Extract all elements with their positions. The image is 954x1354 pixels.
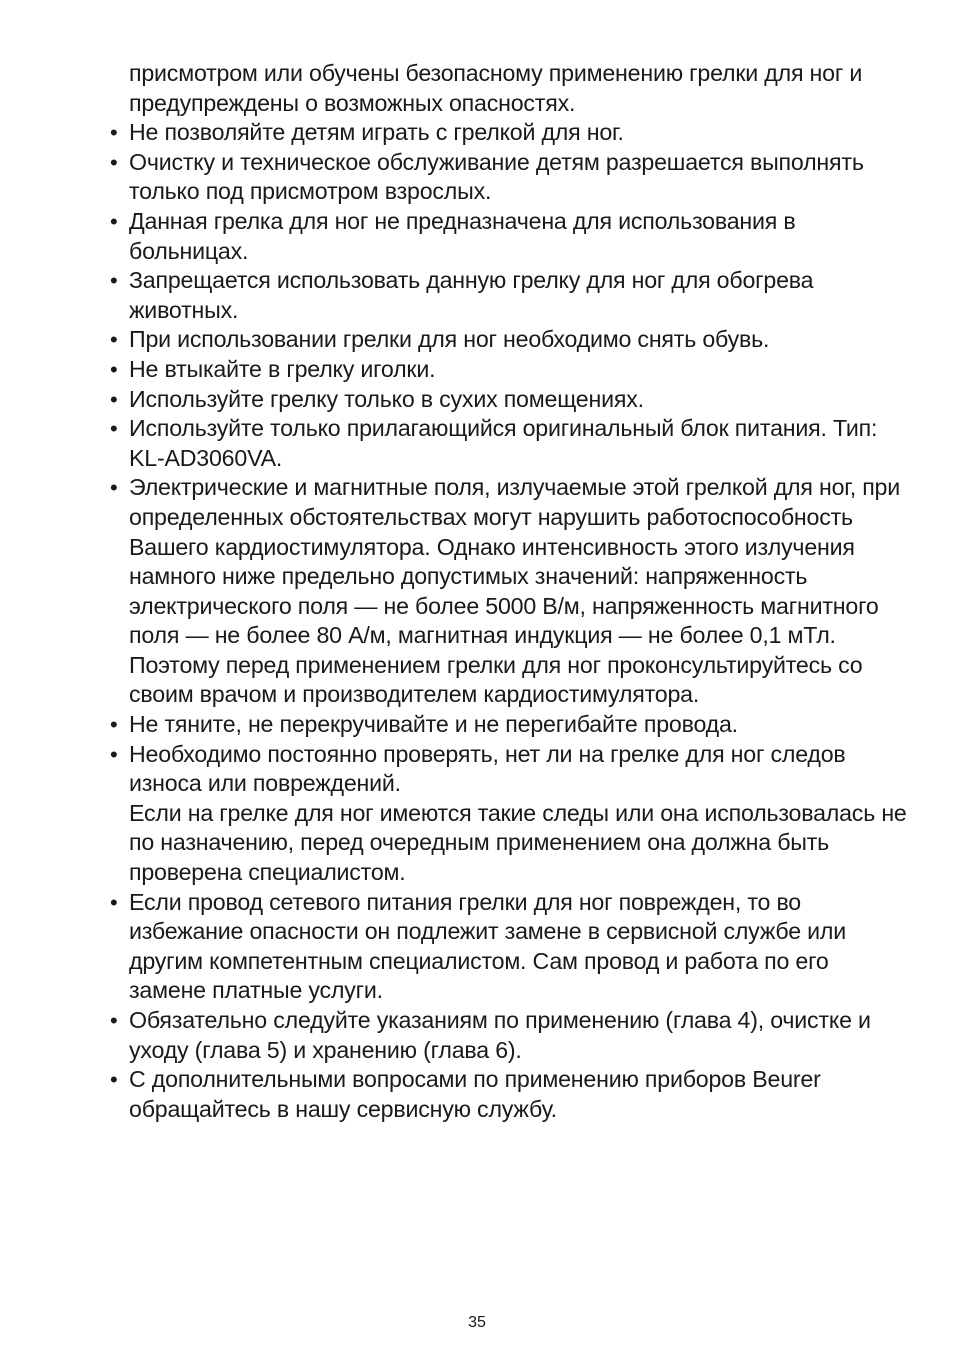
bullet-item-text: Поэтому перед применением грелки для ног проконсультируйтесь со своим врачом и производителем кардиостимулятора.: [129, 651, 863, 708]
bullet-item-text: Используйте грелку только в сухих помещениях.: [129, 385, 644, 412]
bullet-item: [110, 888, 910, 1006]
bullet-item-text: Не тяните, не перекручивайте и не перегибайте провода.: [129, 711, 738, 738]
bullet-glyph: •: [110, 1067, 118, 1093]
bullet-glyph: •: [110, 386, 118, 412]
bullet-item: [110, 266, 910, 325]
bullet-item-text: Не позволяйте детям играть с грелкой для ног.: [129, 119, 624, 146]
bullet-glyph: •: [110, 208, 118, 234]
bullet-item: [110, 207, 910, 266]
lead-paragraph: присмотром или обучены безопасному применению грелки для ног и предупреждены о возможных опасностях.: [129, 60, 863, 116]
bullet-item: [110, 148, 910, 207]
bullet-glyph: •: [110, 889, 118, 915]
bullet-item-text: Необходимо постоянно проверять, нет ли на грелке для ног следов износа или повреждений.: [129, 740, 846, 797]
page-number: 35: [468, 1314, 486, 1331]
safety-bullet-list: [110, 118, 910, 1124]
bullet-item-text: При использовании грелки для ног необходимо снять обувь.: [129, 326, 770, 353]
page-content: [110, 59, 910, 1124]
bullet-item-text: Данная грелка для ног не предназначена для использования в больницах.: [129, 207, 796, 264]
bullet-item-text: Обязательно следуйте указаниям по применению (глава 4), очистке и уходу (глава 5) и хранению (глава 6).: [129, 1007, 871, 1063]
bullet-item-text: Электрические и магнитные поля, излучаемые этой грелкой для ног, при определенных обстоятельствах могут нарушить работоспособность Вашего кардиостимулятора. Однако интенсивность этого излучения намного ниже предельно допустимых значений: напряженность электрического поля — не более 5000 В/м, напряженность магнитного поля — не более 80 А/м, магнитная индукция — не более 0,1 мТл.: [129, 474, 901, 649]
bullet-item-text: Если на грелке для ног имеются такие следы или она использовалась не по назначению, перед очередным применением она должна быть проверена специалистом.: [129, 799, 907, 886]
bullet-item: [110, 710, 910, 740]
bullet-glyph: •: [110, 327, 118, 353]
bullet-glyph: •: [110, 741, 118, 767]
bullet-glyph: •: [110, 268, 118, 294]
bullet-glyph: •: [110, 356, 118, 382]
bullet-item-text: Очистку и техническое обслуживание детям разрешается выполнять только под присмотром взрослых.: [129, 148, 864, 205]
bullet-item: [110, 473, 910, 710]
bullet-glyph: •: [110, 712, 118, 738]
bullet-item: [110, 740, 910, 888]
bullet-item: [110, 355, 910, 385]
bullet-item: [110, 414, 910, 473]
bullet-item-text: С дополнительными вопросами по применению приборов Beurer обращайтесь в нашу сервисную службу.: [129, 1066, 821, 1122]
bullet-glyph: •: [110, 120, 118, 146]
bullet-item-text: Если провод сетевого питания грелки для ног поврежден, то во избежание опасности он подлежит замене в сервисной службе или другим компетентным специалистом. Сам провод и работа по его замене платные услуги.: [129, 888, 846, 1004]
bullet-glyph: •: [110, 149, 118, 175]
bullet-glyph: •: [110, 1008, 118, 1033]
bullet-glyph: •: [110, 475, 118, 501]
bullet-item: [110, 325, 910, 355]
bullet-item-text: Используйте только прилагающийся оригинальный блок питания. Тип: KL-AD3060VA.: [129, 415, 878, 471]
bullet-item: [110, 1065, 910, 1124]
bullet-item: [110, 118, 910, 148]
bullet-item: [110, 1006, 910, 1065]
bullet-item-text: Не втыкайте в грелку иголки.: [129, 355, 436, 382]
bullet-item-text: Запрещается использовать данную грелку для ног для обогрева животных.: [129, 267, 814, 323]
bullet-item: [110, 385, 910, 415]
bullet-glyph: •: [110, 416, 118, 442]
